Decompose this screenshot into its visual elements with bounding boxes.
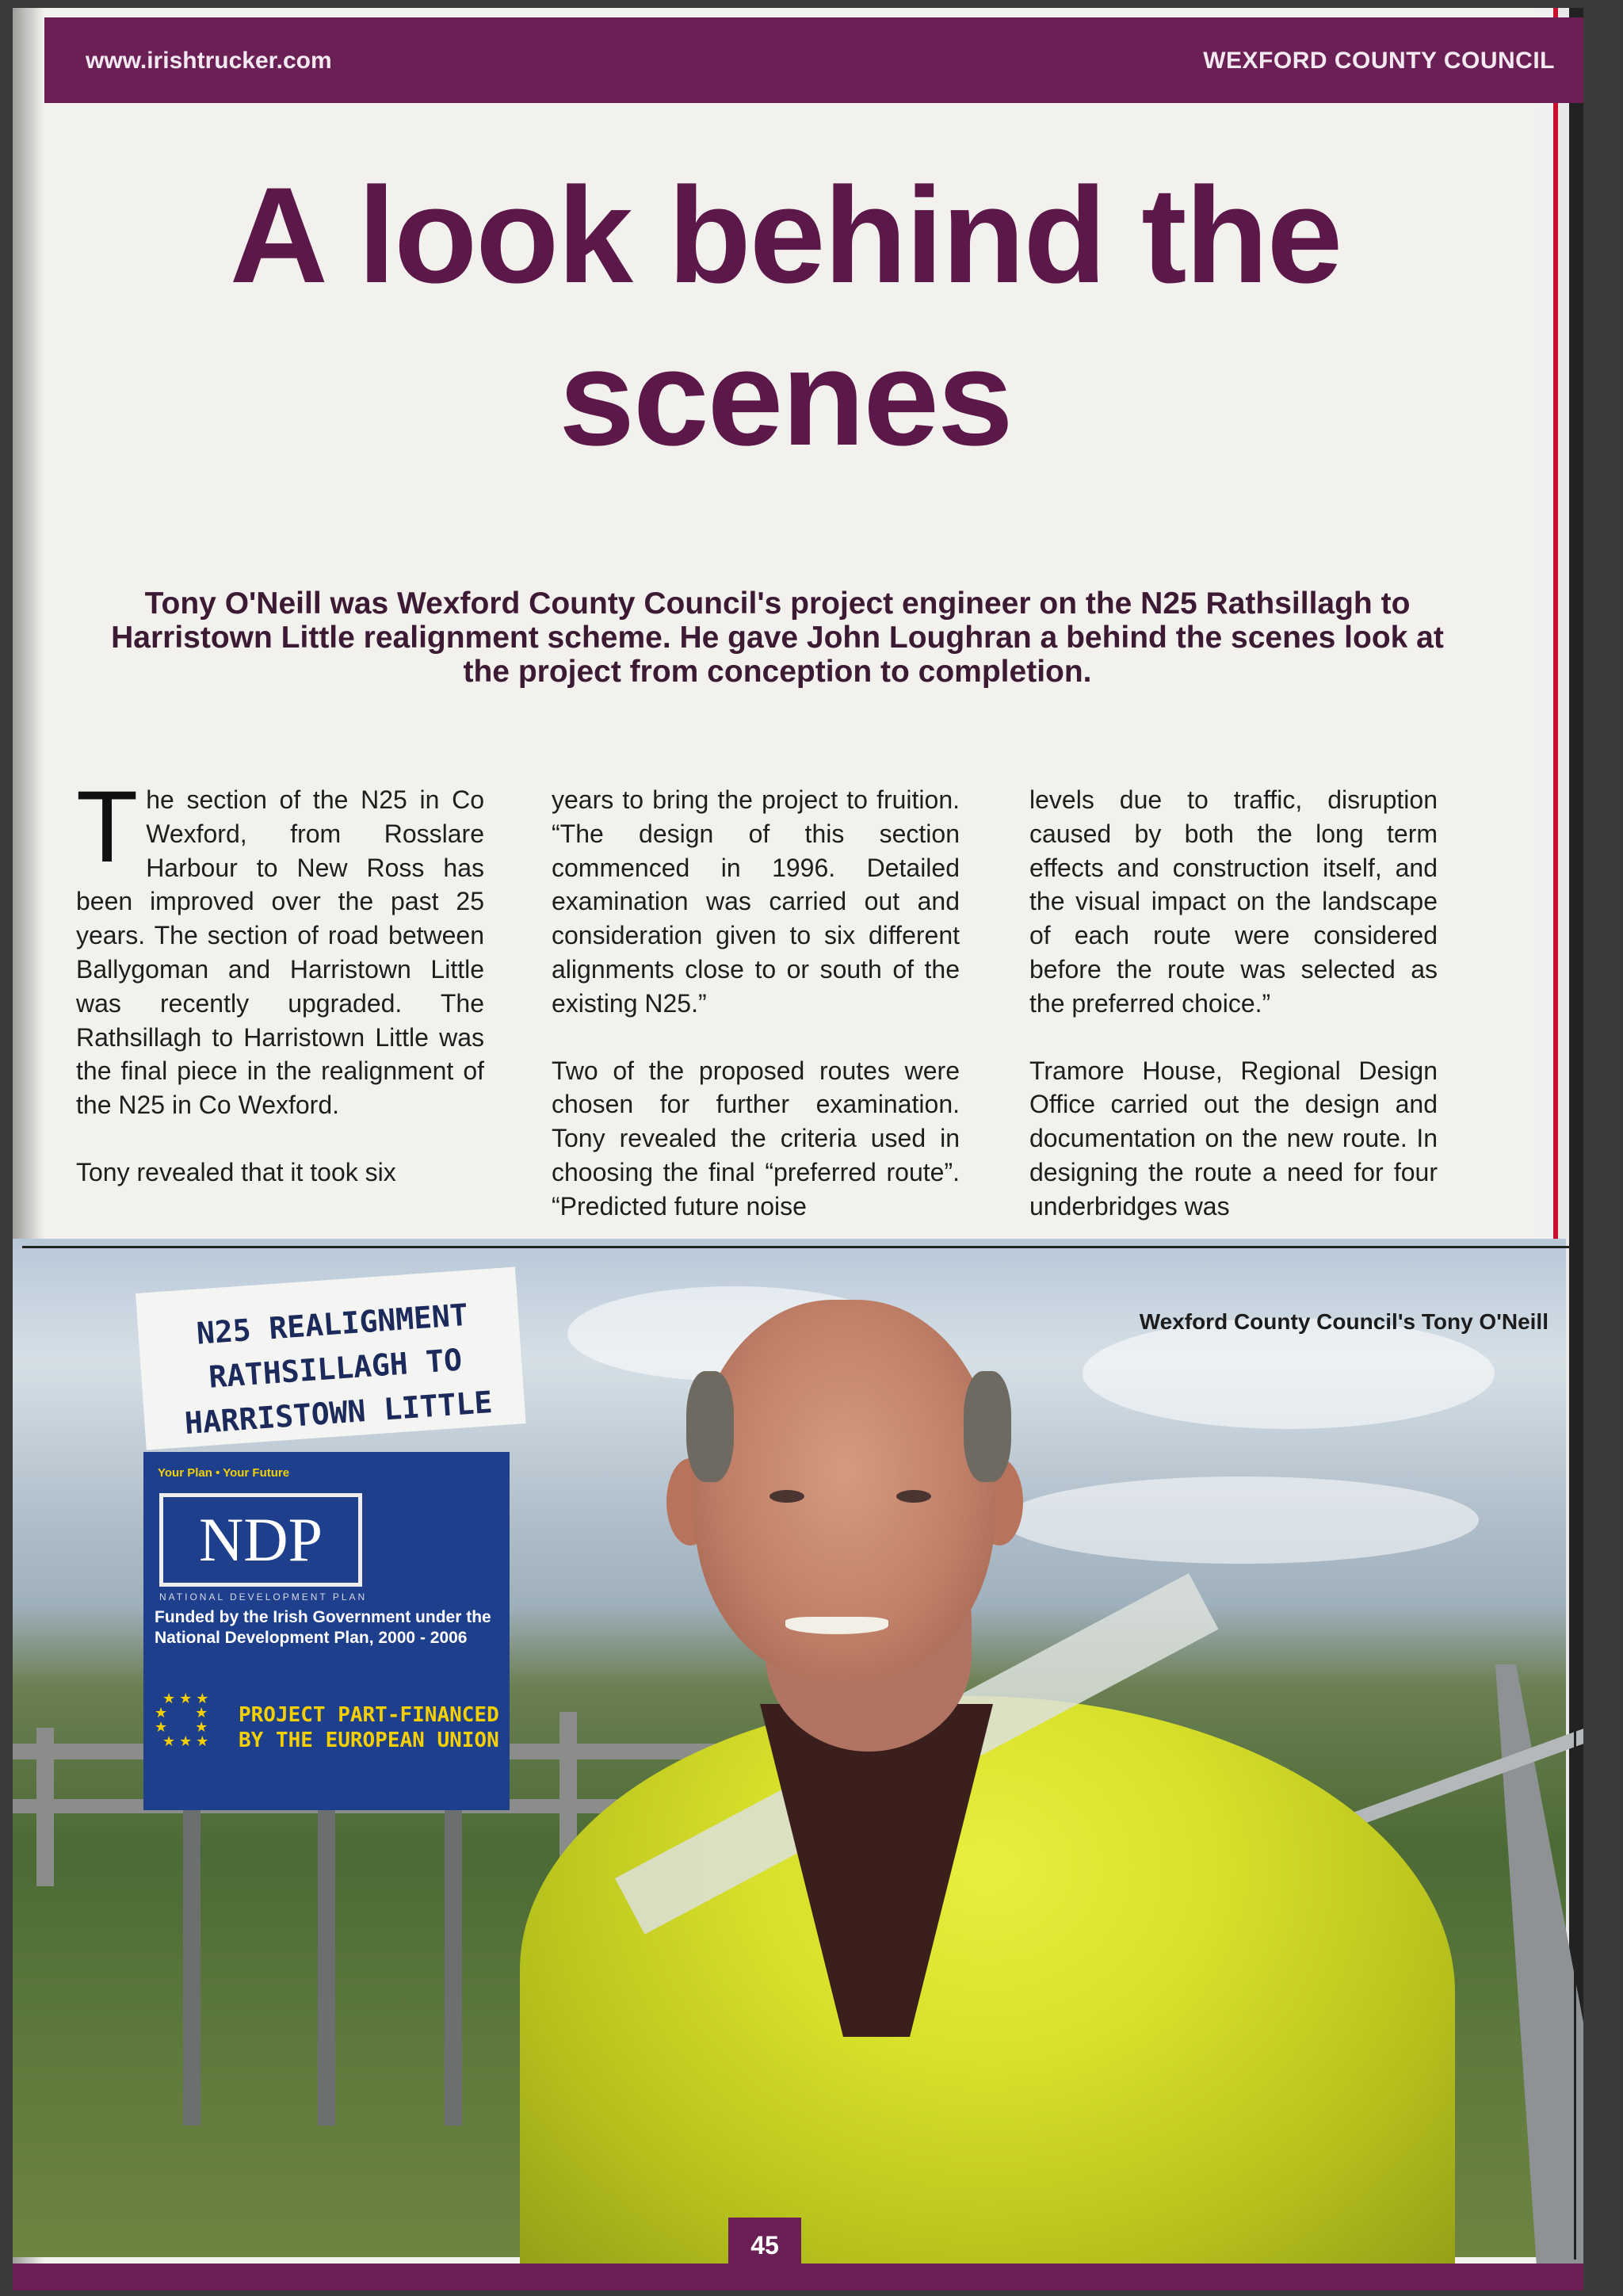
article-standfirst: Tony O'Neill was Wexford County Council's project engineer on the N25 Rathsillagh to Harristown Little realignment scheme. He gave John Loughran a behind the scenes look at the project from conception to completion. bbox=[111, 586, 1444, 689]
sign-eu-line: PROJECT PART-FINANCED bbox=[239, 1703, 499, 1727]
title-line-1: A look behind the bbox=[229, 159, 1342, 311]
sign-eu-line: BY THE EUROPEAN UNION bbox=[239, 1729, 499, 1752]
ndp-logo: NDP bbox=[159, 1493, 362, 1587]
sign-eu-text bbox=[239, 1702, 500, 1753]
fence-post bbox=[36, 1728, 54, 1886]
paragraph: Tony revealed that it took six bbox=[76, 1157, 396, 1186]
ndp-subtitle: NATIONAL DEVELOPMENT PLAN bbox=[159, 1591, 368, 1603]
magazine-page bbox=[13, 8, 1583, 2290]
sign-line: RATHSILLAGH TO bbox=[207, 1342, 464, 1395]
paragraph: levels due to traffic, disruption caused by both the long term effects and construction itself, and the visual impact on the landscape of each route were considered before the route was selected as the preferred choice.” bbox=[1029, 785, 1438, 1018]
photo-caption: Wexford County Council's Tony O'Neill bbox=[1139, 1309, 1549, 1334]
sign-blue-panel bbox=[143, 1452, 510, 1810]
cloud bbox=[1003, 1477, 1479, 1564]
hair bbox=[686, 1371, 734, 1482]
eye bbox=[896, 1490, 931, 1503]
sign-plan-tagline: Your Plan • Your Future bbox=[158, 1466, 290, 1480]
paragraph-text: he section of the N25 in Co Wexford, from Rosslare Harbour to New Ross has been improved over the past 25 years. The section of road between Ballygoman and Harristown Little was recently upgraded. The Rathsillagh to Harristown Little was the final piece in the realignment of the N25 in Co Wexford. bbox=[76, 785, 484, 1120]
mouth bbox=[785, 1617, 888, 1634]
cloud bbox=[1083, 1318, 1495, 1429]
hair bbox=[964, 1371, 1011, 1482]
article-column-2 bbox=[552, 783, 960, 1257]
sign-line: N25 REALIGNMENT bbox=[195, 1297, 470, 1351]
article-column-3 bbox=[1029, 783, 1438, 1257]
eye bbox=[769, 1490, 804, 1503]
page-number: 45 bbox=[728, 2218, 801, 2267]
article-title bbox=[44, 155, 1526, 479]
sign-line: HARRISTOWN LITTLE bbox=[183, 1384, 494, 1442]
paragraph: Two of the proposed routes were chosen for further examination. Tony revealed the criteria used in choosing the final “preferred route”. “Predicted future noise bbox=[552, 1056, 960, 1221]
header-url: www.irishtrucker.com bbox=[86, 48, 332, 74]
article-column-1 bbox=[76, 770, 484, 1223]
sign-funding-line: Funded by the Irish Government under the bbox=[155, 1608, 491, 1626]
paragraph: Tramore House, Regional Design Office carried out the design and documentation on the new route. In designing the route a need for four underbridges was bbox=[1029, 1056, 1438, 1221]
header-bar bbox=[44, 17, 1583, 103]
sign-funding-text bbox=[155, 1607, 503, 1648]
road-sign bbox=[136, 1293, 516, 1809]
sign-funding-line: National Development Plan, 2000 - 2006 bbox=[155, 1629, 468, 1647]
title-line-2: scenes bbox=[559, 322, 1012, 474]
sign-header-panel bbox=[136, 1267, 526, 1450]
sign-post bbox=[183, 1809, 200, 2126]
drop-cap: T bbox=[76, 770, 139, 884]
footer-bar bbox=[13, 2264, 1583, 2290]
sign-post bbox=[318, 1809, 335, 2126]
paragraph bbox=[76, 770, 484, 1122]
paragraph: years to bring the project to fruition. “The design of this section commenced in 1996. Detailed examination was carried out and consideration given to six different alignments close to or south of the existing N25.” bbox=[552, 785, 960, 1018]
sign-post bbox=[445, 1809, 462, 2126]
header-section-title: WEXFORD COUNTY COUNCIL bbox=[1203, 48, 1555, 74]
sign-title bbox=[153, 1289, 518, 1447]
eu-stars-icon: ★ ★ ★ ★ ★ ★ ★ ★ ★ ★ bbox=[155, 1690, 209, 1749]
